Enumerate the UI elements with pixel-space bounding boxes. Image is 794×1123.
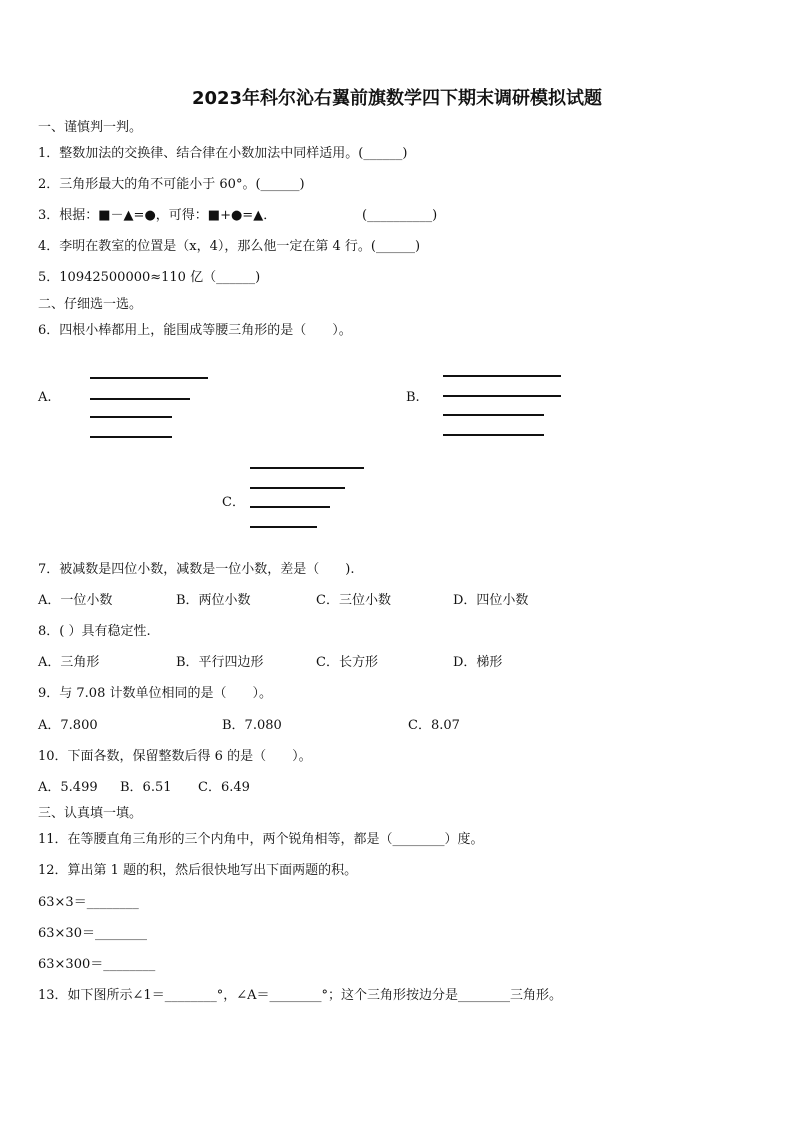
stick (250, 467, 364, 469)
stick (250, 506, 330, 508)
question-3: 3．根据：■－▲=●，可得：■+●=▲． (38, 208, 277, 223)
q8-option-a: A．三角形 (38, 655, 100, 670)
question-13: 13．如下图所示∠1＝________°，∠A＝________°；这个三角形按边分是________三角形。 (38, 988, 562, 1003)
q10-option-c: C．6.49 (198, 780, 250, 795)
section-heading-3: 三、认真填一填。 (38, 806, 143, 821)
question-2: 2．三角形最大的角不可能小于 60°。(______) (38, 177, 305, 192)
question-3-answer-blank: (__________) (362, 208, 438, 223)
question-9: 9．与 7.08 计数单位相同的是（ ）。 (38, 686, 272, 701)
q12-line-2: 63×30＝________ (38, 926, 147, 941)
question-8: 8．( ）具有稳定性. (38, 624, 151, 639)
q9-option-b: B．7.080 (222, 718, 282, 733)
question-7: 7．被减数是四位小数，减数是一位小数，差是（ ). (38, 562, 355, 577)
q6-option-c-label: C． (222, 495, 245, 510)
stick (250, 487, 345, 489)
q12-line-3: 63×300＝________ (38, 957, 156, 972)
q8-option-d: D．梯形 (453, 655, 503, 670)
question-1: 1．整数加法的交换律、结合律在小数加法中同样适用。(______) (38, 146, 408, 161)
stick (250, 526, 317, 528)
stick (90, 398, 190, 400)
stick (443, 395, 561, 397)
q8-option-b: B．平行四边形 (176, 655, 264, 670)
question-10: 10．下面各数，保留整数后得 6 的是（ ）。 (38, 749, 312, 764)
q10-option-a: A．5.499 (38, 780, 98, 795)
question-11: 11．在等腰直角三角形的三个内角中，两个锐角相等，都是（________）度。 (38, 832, 484, 847)
stick (90, 416, 172, 418)
q12-line-1: 63×3＝________ (38, 895, 139, 910)
q10-option-b: B．6.51 (120, 780, 172, 795)
question-5: 5．10942500000≈110 亿（______) (38, 270, 261, 285)
q8-option-c: C．长方形 (316, 655, 378, 670)
stick (90, 436, 172, 438)
section-heading-1: 一、谨慎判一判。 (38, 120, 143, 135)
stick (90, 377, 208, 379)
q7-option-d: D．四位小数 (453, 593, 529, 608)
q7-option-a: A．一位小数 (38, 593, 113, 608)
question-4: 4．李明在教室的位置是（x，4），那么他一定在第 4 行。(______) (38, 239, 421, 254)
stick (443, 375, 561, 377)
q7-option-b: B．两位小数 (176, 593, 251, 608)
q7-option-c: C．三位小数 (316, 593, 391, 608)
page-title: 2023年科尔沁右翼前旗数学四下期末调研模拟试题 (191, 88, 603, 109)
q6-option-a-label: A. (38, 390, 52, 405)
q9-option-c: C．8.07 (408, 718, 460, 733)
q6-option-b-label: B. (406, 390, 420, 405)
q9-option-a: A．7.800 (38, 718, 98, 733)
stick (443, 434, 544, 436)
question-12: 12．算出第 1 题的积，然后很快地写出下面两题的积。 (38, 863, 358, 878)
section-heading-2: 二、仔细选一选。 (38, 297, 143, 312)
question-6: 6．四根小棒都用上，能围成等腰三角形的是（ ）。 (38, 323, 352, 338)
stick (443, 414, 544, 416)
